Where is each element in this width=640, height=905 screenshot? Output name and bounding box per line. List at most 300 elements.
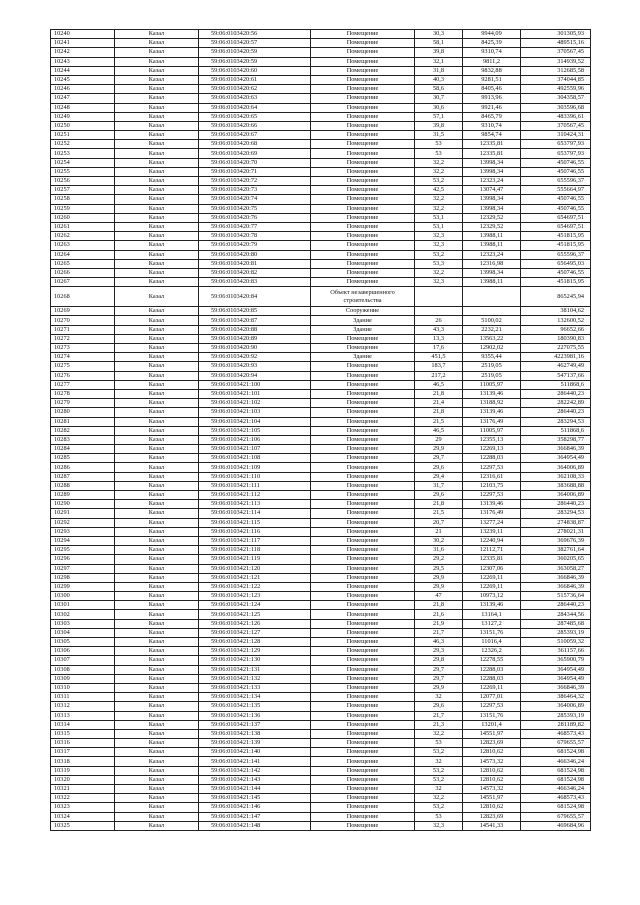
area-cell: 26 bbox=[415, 316, 463, 325]
cadastral-number-cell: 59:06:0103421:114 bbox=[199, 509, 311, 518]
specific-value-cell: 9310,74 bbox=[463, 121, 521, 130]
district-cell: Казал bbox=[115, 481, 199, 490]
table-row bbox=[51, 509, 591, 518]
row-number-cell: 10250 bbox=[51, 121, 115, 130]
object-type-cell: Помещение bbox=[311, 435, 415, 444]
cadastral-number-cell: 59:06:0103420:76 bbox=[199, 213, 311, 222]
object-type-cell: Помещение bbox=[311, 610, 415, 619]
cadastral-number-cell: 59:06:0103420:92 bbox=[199, 353, 311, 362]
specific-value-cell: 12810,62 bbox=[463, 748, 521, 757]
object-type-cell: Помещение bbox=[311, 232, 415, 241]
cadastral-number-cell: 59:06:0103420:57 bbox=[199, 39, 311, 48]
row-number-cell: 10273 bbox=[51, 344, 115, 353]
cadastral-value-cell: 681524,98 bbox=[521, 766, 591, 775]
cadastral-number-cell: 59:06:0103420:85 bbox=[199, 307, 311, 316]
object-type-cell: Помещение bbox=[311, 481, 415, 490]
row-number-cell: 10318 bbox=[51, 757, 115, 766]
district-cell: Казал bbox=[115, 582, 199, 591]
object-type-cell: Помещение bbox=[311, 628, 415, 637]
district-cell: Казал bbox=[115, 57, 199, 66]
table-row bbox=[51, 775, 591, 784]
specific-value-cell: 11005,97 bbox=[463, 380, 521, 389]
area-cell: 42,5 bbox=[415, 186, 463, 195]
specific-value-cell: 12329,52 bbox=[463, 213, 521, 222]
area-cell: 58,1 bbox=[415, 39, 463, 48]
specific-value-cell: 12288,03 bbox=[463, 454, 521, 463]
specific-value-cell: 2519,05 bbox=[463, 362, 521, 371]
district-cell: Казал bbox=[115, 380, 199, 389]
district-cell: Казал bbox=[115, 555, 199, 564]
row-number-cell: 10313 bbox=[51, 711, 115, 720]
row-number-cell: 10256 bbox=[51, 177, 115, 186]
row-number-cell: 10272 bbox=[51, 334, 115, 343]
row-number-cell: 10320 bbox=[51, 775, 115, 784]
row-number-cell: 10243 bbox=[51, 57, 115, 66]
cadastral-number-cell: 59:06:0103420:94 bbox=[199, 371, 311, 380]
specific-value-cell: 13074,47 bbox=[463, 186, 521, 195]
area-cell: 29,9 bbox=[415, 582, 463, 591]
cadastral-number-cell: 59:06:0103420:82 bbox=[199, 268, 311, 277]
object-type-cell: Помещение bbox=[311, 693, 415, 702]
area-cell: 53,2 bbox=[415, 766, 463, 775]
table-row bbox=[51, 232, 591, 241]
area-cell: 31,6 bbox=[415, 546, 463, 555]
cadastral-value-cell: 227075,55 bbox=[521, 344, 591, 353]
cadastral-number-cell: 59:06:0103421:112 bbox=[199, 491, 311, 500]
district-cell: Казал bbox=[115, 417, 199, 426]
row-number-cell: 10263 bbox=[51, 241, 115, 250]
district-cell: Казал bbox=[115, 766, 199, 775]
specific-value-cell: 13998,34 bbox=[463, 158, 521, 167]
specific-value-cell: 14573,32 bbox=[463, 785, 521, 794]
cadastral-number-cell: 59:06:0103421:126 bbox=[199, 619, 311, 628]
cadastral-value-cell: 655596,37 bbox=[521, 177, 591, 186]
cadastral-number-cell: 59:06:0103420:70 bbox=[199, 158, 311, 167]
cadastral-value-cell: 287485,68 bbox=[521, 619, 591, 628]
cadastral-number-cell: 59:06:0103420:74 bbox=[199, 195, 311, 204]
area-cell: 29,6 bbox=[415, 463, 463, 472]
table-row bbox=[51, 463, 591, 472]
specific-value-cell: 12297,53 bbox=[463, 491, 521, 500]
row-number-cell: 10292 bbox=[51, 518, 115, 527]
cadastral-number-cell: 59:06:0103420:59 bbox=[199, 57, 311, 66]
cadastral-number-cell: 59:06:0103421:148 bbox=[199, 821, 311, 830]
cadastral-number-cell: 59:06:0103421:111 bbox=[199, 481, 311, 490]
district-cell: Казал bbox=[115, 399, 199, 408]
row-number-cell: 10298 bbox=[51, 573, 115, 582]
district-cell: Казал bbox=[115, 491, 199, 500]
district-cell: Казал bbox=[115, 268, 199, 277]
area-cell: 40,3 bbox=[415, 75, 463, 84]
area-cell: 21,8 bbox=[415, 408, 463, 417]
district-cell: Казал bbox=[115, 564, 199, 573]
object-type-cell: Помещение bbox=[311, 573, 415, 582]
specific-value-cell: 13139,46 bbox=[463, 408, 521, 417]
area-cell: 47 bbox=[415, 592, 463, 601]
area-cell: 31,8 bbox=[415, 66, 463, 75]
specific-value-cell: 13164,1 bbox=[463, 610, 521, 619]
cadastral-value-cell: 4223981,16 bbox=[521, 353, 591, 362]
table-row bbox=[51, 57, 591, 66]
area-cell: 29,9 bbox=[415, 445, 463, 454]
district-cell: Казал bbox=[115, 241, 199, 250]
specific-value-cell: 9832,88 bbox=[463, 66, 521, 75]
row-number-cell: 10242 bbox=[51, 48, 115, 57]
cadastral-value-cell: 679655,57 bbox=[521, 812, 591, 821]
cadastral-value-cell: 358298,77 bbox=[521, 435, 591, 444]
table-row bbox=[51, 821, 591, 830]
specific-value-cell: 13127,2 bbox=[463, 619, 521, 628]
district-cell: Казал bbox=[115, 103, 199, 112]
district-cell: Казал bbox=[115, 592, 199, 601]
cadastral-value-cell: 362108,33 bbox=[521, 472, 591, 481]
row-number-cell: 10241 bbox=[51, 39, 115, 48]
table-row bbox=[51, 268, 591, 277]
specific-value-cell: 12297,53 bbox=[463, 463, 521, 472]
table-row bbox=[51, 573, 591, 582]
cadastral-number-cell: 59:06:0103420:66 bbox=[199, 121, 311, 130]
row-number-cell: 10325 bbox=[51, 821, 115, 830]
object-type-cell: Помещение bbox=[311, 472, 415, 481]
row-number-cell: 10262 bbox=[51, 232, 115, 241]
specific-value-cell: 13201,4 bbox=[463, 720, 521, 729]
cadastral-number-cell: 59:06:0103421:124 bbox=[199, 601, 311, 610]
district-cell: Казал bbox=[115, 546, 199, 555]
area-cell: 21,5 bbox=[415, 417, 463, 426]
specific-value-cell: 10973,12 bbox=[463, 592, 521, 601]
district-cell: Казал bbox=[115, 121, 199, 130]
area-cell bbox=[415, 307, 463, 316]
area-cell: 32 bbox=[415, 693, 463, 702]
cadastral-number-cell: 59:06:0103421:140 bbox=[199, 748, 311, 757]
specific-value-cell: 9913,96 bbox=[463, 94, 521, 103]
table-row bbox=[51, 204, 591, 213]
cadastral-value-cell: 303596,68 bbox=[521, 103, 591, 112]
cadastral-number-cell: 59:06:0103421:110 bbox=[199, 472, 311, 481]
object-type-cell: Помещение bbox=[311, 417, 415, 426]
object-type-cell: Помещение bbox=[311, 259, 415, 268]
specific-value-cell: 12269,11 bbox=[463, 573, 521, 582]
area-cell: 32,2 bbox=[415, 158, 463, 167]
table-row bbox=[51, 362, 591, 371]
row-number-cell: 10291 bbox=[51, 509, 115, 518]
object-type-cell: Помещение bbox=[311, 656, 415, 665]
area-cell: 32 bbox=[415, 785, 463, 794]
object-type-cell: Помещение bbox=[311, 803, 415, 812]
cadastral-value-cell: 515736,64 bbox=[521, 592, 591, 601]
row-number-cell: 10260 bbox=[51, 213, 115, 222]
object-type-cell: Помещение bbox=[311, 509, 415, 518]
cadastral-value-cell: 656495,03 bbox=[521, 259, 591, 268]
cadastral-number-cell: 59:06:0103421:118 bbox=[199, 546, 311, 555]
object-type-cell: Помещение bbox=[311, 149, 415, 158]
row-number-cell: 10324 bbox=[51, 812, 115, 821]
cadastral-number-cell: 59:06:0103421:130 bbox=[199, 656, 311, 665]
area-cell bbox=[415, 287, 463, 307]
district-cell: Казал bbox=[115, 656, 199, 665]
cadastral-value-cell: 312685,58 bbox=[521, 66, 591, 75]
row-number-cell: 10257 bbox=[51, 186, 115, 195]
cadastral-number-cell: 59:06:0103420:81 bbox=[199, 259, 311, 268]
cadastral-number-cell: 59:06:0103421:108 bbox=[199, 454, 311, 463]
row-number-cell: 10310 bbox=[51, 683, 115, 692]
cadastral-number-cell: 59:06:0103420:69 bbox=[199, 149, 311, 158]
row-number-cell: 10264 bbox=[51, 250, 115, 259]
object-type-cell: Помещение bbox=[311, 536, 415, 545]
specific-value-cell: 9281,51 bbox=[463, 75, 521, 84]
area-cell: 217,2 bbox=[415, 371, 463, 380]
specific-value-cell: 12288,03 bbox=[463, 665, 521, 674]
row-number-cell: 10268 bbox=[51, 287, 115, 307]
table-row bbox=[51, 334, 591, 343]
district-cell: Казал bbox=[115, 601, 199, 610]
row-number-cell: 10290 bbox=[51, 500, 115, 509]
specific-value-cell: 9355,44 bbox=[463, 353, 521, 362]
object-type-cell: Помещение bbox=[311, 121, 415, 130]
table-row bbox=[51, 94, 591, 103]
area-cell: 53,2 bbox=[415, 748, 463, 757]
specific-value-cell: 13998,34 bbox=[463, 195, 521, 204]
row-number-cell: 10247 bbox=[51, 94, 115, 103]
district-cell: Казал bbox=[115, 463, 199, 472]
object-type-cell: Помещение bbox=[311, 592, 415, 601]
table-row bbox=[51, 803, 591, 812]
object-type-cell: Помещение bbox=[311, 582, 415, 591]
table-row bbox=[51, 454, 591, 463]
area-cell: 29 bbox=[415, 435, 463, 444]
area-cell: 32,3 bbox=[415, 278, 463, 287]
table-row bbox=[51, 278, 591, 287]
cadastral-number-cell: 59:06:0103420:87 bbox=[199, 316, 311, 325]
specific-value-cell: 12335,81 bbox=[463, 149, 521, 158]
cadastral-number-cell: 59:06:0103421:119 bbox=[199, 555, 311, 564]
district-cell: Казал bbox=[115, 167, 199, 176]
cadastral-value-cell: 364006,89 bbox=[521, 491, 591, 500]
cadastral-value-cell: 511868,6 bbox=[521, 380, 591, 389]
cadastral-number-cell: 59:06:0103421:125 bbox=[199, 610, 311, 619]
area-cell: 32,2 bbox=[415, 794, 463, 803]
table-row bbox=[51, 399, 591, 408]
row-number-cell: 10270 bbox=[51, 316, 115, 325]
cadastral-number-cell: 59:06:0103420:59 bbox=[199, 48, 311, 57]
area-cell: 53,2 bbox=[415, 803, 463, 812]
district-cell: Казал bbox=[115, 757, 199, 766]
table-row bbox=[51, 131, 591, 140]
area-cell: 32,1 bbox=[415, 57, 463, 66]
cadastral-value-cell: 466346,24 bbox=[521, 785, 591, 794]
district-cell: Казал bbox=[115, 748, 199, 757]
specific-value-cell: 13988,11 bbox=[463, 278, 521, 287]
area-cell: 31,7 bbox=[415, 481, 463, 490]
row-number-cell: 10312 bbox=[51, 702, 115, 711]
area-cell: 21,6 bbox=[415, 610, 463, 619]
row-number-cell: 10244 bbox=[51, 66, 115, 75]
object-type-cell: Объект незавершенного строительства bbox=[311, 287, 415, 307]
row-number-cell: 10279 bbox=[51, 399, 115, 408]
cadastral-number-cell: 59:06:0103421:146 bbox=[199, 803, 311, 812]
cadastral-number-cell: 59:06:0103420:71 bbox=[199, 167, 311, 176]
cadastral-value-cell: 450746,55 bbox=[521, 167, 591, 176]
object-type-cell: Помещение bbox=[311, 334, 415, 343]
district-cell: Казал bbox=[115, 177, 199, 186]
cadastral-value-cell: 364954,49 bbox=[521, 454, 591, 463]
row-number-cell: 10287 bbox=[51, 472, 115, 481]
specific-value-cell: 8425,39 bbox=[463, 39, 521, 48]
table-row bbox=[51, 472, 591, 481]
row-number-cell: 10275 bbox=[51, 362, 115, 371]
cadastral-number-cell: 59:06:0103421:104 bbox=[199, 417, 311, 426]
cadastral-number-cell: 59:06:0103421:147 bbox=[199, 812, 311, 821]
object-type-cell: Помещение bbox=[311, 518, 415, 527]
cadastral-value-cell: 383688,88 bbox=[521, 481, 591, 490]
specific-value-cell: 12335,81 bbox=[463, 140, 521, 149]
area-cell: 32 bbox=[415, 757, 463, 766]
table-row bbox=[51, 748, 591, 757]
area-cell: 32,3 bbox=[415, 232, 463, 241]
specific-value-cell bbox=[463, 307, 521, 316]
specific-value-cell: 12307,06 bbox=[463, 564, 521, 573]
row-number-cell: 10301 bbox=[51, 601, 115, 610]
cadastral-value-cell: 304358,57 bbox=[521, 94, 591, 103]
specific-value-cell: 13988,11 bbox=[463, 241, 521, 250]
cadastral-number-cell: 59:06:0103421:106 bbox=[199, 435, 311, 444]
area-cell: 53,1 bbox=[415, 222, 463, 231]
cadastral-value-cell: 450746,55 bbox=[521, 268, 591, 277]
table-row bbox=[51, 316, 591, 325]
row-number-cell: 10278 bbox=[51, 389, 115, 398]
row-number-cell: 10302 bbox=[51, 610, 115, 619]
district-cell: Казал bbox=[115, 619, 199, 628]
area-cell: 29,7 bbox=[415, 674, 463, 683]
object-type-cell: Здание bbox=[311, 316, 415, 325]
specific-value-cell: 9310,74 bbox=[463, 48, 521, 57]
area-cell: 32,2 bbox=[415, 195, 463, 204]
object-type-cell: Помещение bbox=[311, 204, 415, 213]
area-cell: 57,1 bbox=[415, 112, 463, 121]
object-type-cell: Помещение bbox=[311, 112, 415, 121]
district-cell: Казал bbox=[115, 66, 199, 75]
cadastral-value-cell: 274838,87 bbox=[521, 518, 591, 527]
specific-value-cell: 12810,62 bbox=[463, 803, 521, 812]
district-cell: Казал bbox=[115, 435, 199, 444]
row-number-cell: 10300 bbox=[51, 592, 115, 601]
area-cell: 39,8 bbox=[415, 48, 463, 57]
district-cell: Казал bbox=[115, 213, 199, 222]
cadastral-value-cell: 285393,19 bbox=[521, 628, 591, 637]
cadastral-value-cell: 466346,24 bbox=[521, 757, 591, 766]
specific-value-cell: 12323,24 bbox=[463, 250, 521, 259]
cadastral-value-cell: 365900,79 bbox=[521, 656, 591, 665]
cadastral-value-cell: 364006,89 bbox=[521, 702, 591, 711]
district-cell: Казал bbox=[115, 334, 199, 343]
area-cell: 30,2 bbox=[415, 536, 463, 545]
table-row bbox=[51, 30, 591, 39]
row-number-cell: 10294 bbox=[51, 536, 115, 545]
cadastral-value-cell: 654697,51 bbox=[521, 222, 591, 231]
cadastral-number-cell: 59:06:0103420:79 bbox=[199, 241, 311, 250]
cadastral-number-cell: 59:06:0103421:139 bbox=[199, 739, 311, 748]
table-row bbox=[51, 325, 591, 334]
object-type-cell: Помещение bbox=[311, 195, 415, 204]
row-number-cell: 10303 bbox=[51, 619, 115, 628]
object-type-cell: Помещение bbox=[311, 564, 415, 573]
specific-value-cell: 12810,62 bbox=[463, 775, 521, 784]
row-number-cell: 10245 bbox=[51, 75, 115, 84]
area-cell: 183,7 bbox=[415, 362, 463, 371]
cadastral-value-cell: 363058,27 bbox=[521, 564, 591, 573]
area-cell: 21,8 bbox=[415, 500, 463, 509]
table-row bbox=[51, 693, 591, 702]
cadastral-value-cell: 450746,55 bbox=[521, 158, 591, 167]
area-cell: 29,9 bbox=[415, 683, 463, 692]
cadastral-number-cell: 59:06:0103421:120 bbox=[199, 564, 311, 573]
area-cell: 21,7 bbox=[415, 628, 463, 637]
cadastral-number-cell: 59:06:0103420:80 bbox=[199, 250, 311, 259]
table-row bbox=[51, 149, 591, 158]
table-row bbox=[51, 766, 591, 775]
district-cell: Казал bbox=[115, 665, 199, 674]
area-cell: 53,2 bbox=[415, 775, 463, 784]
cadastral-value-cell: 360205,65 bbox=[521, 555, 591, 564]
district-cell: Казал bbox=[115, 362, 199, 371]
table-row bbox=[51, 344, 591, 353]
cadastral-value-cell: 468573,43 bbox=[521, 729, 591, 738]
cadastral-value-cell: 679655,57 bbox=[521, 739, 591, 748]
row-number-cell: 10285 bbox=[51, 454, 115, 463]
row-number-cell: 10276 bbox=[51, 371, 115, 380]
specific-value-cell: 13176,49 bbox=[463, 509, 521, 518]
cadastral-value-cell: 492559,96 bbox=[521, 85, 591, 94]
row-number-cell: 10277 bbox=[51, 380, 115, 389]
specific-value-cell: 9944,09 bbox=[463, 30, 521, 39]
cadastral-number-cell: 59:06:0103420:75 bbox=[199, 204, 311, 213]
cadastral-number-cell: 59:06:0103421:131 bbox=[199, 665, 311, 674]
cadastral-value-cell: 370567,45 bbox=[521, 48, 591, 57]
object-type-cell: Помещение bbox=[311, 821, 415, 830]
row-number-cell: 10281 bbox=[51, 417, 115, 426]
district-cell: Казал bbox=[115, 683, 199, 692]
row-number-cell: 10319 bbox=[51, 766, 115, 775]
cadastral-value-cell: 483396,61 bbox=[521, 112, 591, 121]
district-cell: Казал bbox=[115, 149, 199, 158]
specific-value-cell: 12240,94 bbox=[463, 536, 521, 545]
cadastral-value-cell: 366846,39 bbox=[521, 683, 591, 692]
object-type-cell: Помещение bbox=[311, 57, 415, 66]
specific-value-cell: 13188,92 bbox=[463, 399, 521, 408]
table-row bbox=[51, 48, 591, 57]
cadastral-value-cell: 510059,32 bbox=[521, 638, 591, 647]
specific-value-cell: 2232,21 bbox=[463, 325, 521, 334]
table-row bbox=[51, 241, 591, 250]
object-type-cell: Помещение bbox=[311, 702, 415, 711]
table-row bbox=[51, 812, 591, 821]
object-type-cell: Помещение bbox=[311, 167, 415, 176]
cadastral-number-cell: 59:06:0103420:77 bbox=[199, 222, 311, 231]
specific-value-cell bbox=[463, 287, 521, 307]
cadastral-number-cell: 59:06:0103420:72 bbox=[199, 177, 311, 186]
specific-value-cell: 12323,24 bbox=[463, 177, 521, 186]
district-cell: Казал bbox=[115, 812, 199, 821]
cadastral-number-cell: 59:06:0103421:113 bbox=[199, 500, 311, 509]
area-cell: 13,3 bbox=[415, 334, 463, 343]
object-type-cell: Помещение bbox=[311, 268, 415, 277]
cadastral-number-cell: 59:06:0103421:145 bbox=[199, 794, 311, 803]
district-cell: Казал bbox=[115, 344, 199, 353]
area-cell: 32,3 bbox=[415, 241, 463, 250]
area-cell: 58,6 bbox=[415, 85, 463, 94]
specific-value-cell: 12269,11 bbox=[463, 582, 521, 591]
table-row bbox=[51, 674, 591, 683]
